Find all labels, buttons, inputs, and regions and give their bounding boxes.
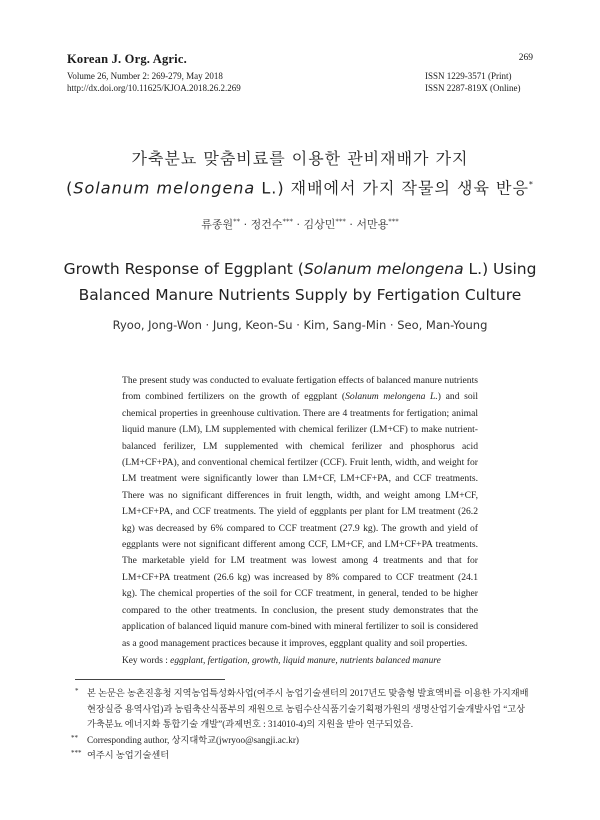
- english-title-species: Solanum melongena: [303, 260, 464, 278]
- keywords: [122, 654, 478, 668]
- english-title: [0, 256, 600, 308]
- journal-name: Korean J. Org. Agric.: [67, 52, 187, 66]
- author-ko-3: 김상민: [303, 218, 336, 231]
- keywords-label: Key words :: [122, 656, 171, 666]
- footnote-affiliation: *** 여주시 농업기술센터: [71, 749, 170, 761]
- author-ko-1: 류종원: [201, 218, 234, 231]
- page-number: 269: [518, 53, 533, 63]
- footnote-divider: [75, 679, 225, 680]
- footnote-corresponding: ** Corresponding author, 상지대학교(jwryoo@sangji.ac.kr): [71, 733, 299, 745]
- english-title-line1: Growth Response of Eggplant (Solanum melongena L.) Using: [63, 260, 537, 278]
- korean-title-line2: (Solanum melongena L.) 재배에서 가지 작물의 생육 반응*: [66, 178, 534, 198]
- korean-title-line1: 가축분뇨 맞춤비료를 이용한 관비재배가 가지: [131, 149, 469, 168]
- issn-print: ISSN 1229-3571 (Print): [425, 71, 512, 81]
- korean-authors: 류종원** · 정건수*** · 김상민*** · 서만용***: [201, 217, 399, 231]
- author-ko-2: 정건수: [250, 218, 283, 231]
- abstract: The present study was conducted to evaluate fertigation effects of balanced manure nutrients from combined fertilizers on the growth of eggplant (Solanum melongena L.) and soil chemical properties in greenhouse cultivation. There are 4 treatments for fertigation; animal liquid manure (LM), LM supplemented with chemical ferilizer (LM+CF) to make nutrient-balanced ferilizer, LM supplemented with chemical ferilizer and phosphorus acid (LM+CF+PA), and conventional chemical fertilzer (CCF). Fruit lenth, width, and weight for LM treatment were significantly lower than LM+CF, LM+CF+PA, and CCF treatments. There was no significant differences in fruit length, width, and weight among LM+CF, LM+CF+PA, and CCF treatments. The yield of eggplants per plant for LM treatment (26.2 kg) was decreased by 6% compared to CCF treatment (27.9 kg). The growth and yield of eggplants were not significant different among CCF, LM+CF, and LM+CF+PA treatments. The marketable yield for LM treatment was lowest among 4 treatments and that for LM+CF+PA treatment (26.6 kg) was increased by 8% compared to CCF treatment (24.1 kg). The chemical properties of the soil for CCF treatment, in general, tended to be higher compared to the other treatments. In conclusion, the present study demonstrates that the application of balanced liquid manure com-bined with mineral fertilizer to soil is considered as a good management practices because it improves, eggplant quality and soil properties.: [122, 375, 478, 649]
- korean-title-species: Solanum melongena: [73, 178, 256, 198]
- issn-online: ISSN 2287-819X (Online): [425, 83, 521, 93]
- volume-line: Volume 26, Number 2: 269-279, May 2018: [67, 71, 223, 81]
- footnotes: [71, 686, 535, 764]
- keywords-value: eggplant, fertigation, growth, liquid manure, nutrients balanced manure: [170, 656, 441, 666]
- footnote-funding: * 본 논문은 농촌진흥청 지역농업특성화사업(여주시 농업기술센터의 2017년도 맞춤형 발효액비를 이용한 가지재배 현장실증 용역사업)과 농림축산식품부의 재원으로 농림수산식품기술기획평가원의 생명산업기술개발사업 “고상 가축분뇨 에너지화 통합기술 개발”(과제번호 : 314010-4)의 지원을 받아 연구되었음.: [75, 687, 529, 730]
- korean-title: [0, 146, 600, 201]
- abstract-species: Solanum melongena L.: [345, 391, 438, 403]
- journal-header: [67, 52, 533, 94]
- author-ko-4: 서만용: [356, 218, 389, 231]
- english-authors: Ryoo, Jong-Won · Jung, Keon-Su · Kim, Sang-Min · Seo, Man-Young: [112, 318, 488, 332]
- english-title-line2: Balanced Manure Nutrients Supply by Fertigation Culture: [78, 286, 522, 304]
- title-footnote-mark: *: [528, 180, 534, 189]
- doi-link[interactable]: http://dx.doi.org/10.11625/KJOA.2018.26.2.269: [67, 83, 241, 93]
